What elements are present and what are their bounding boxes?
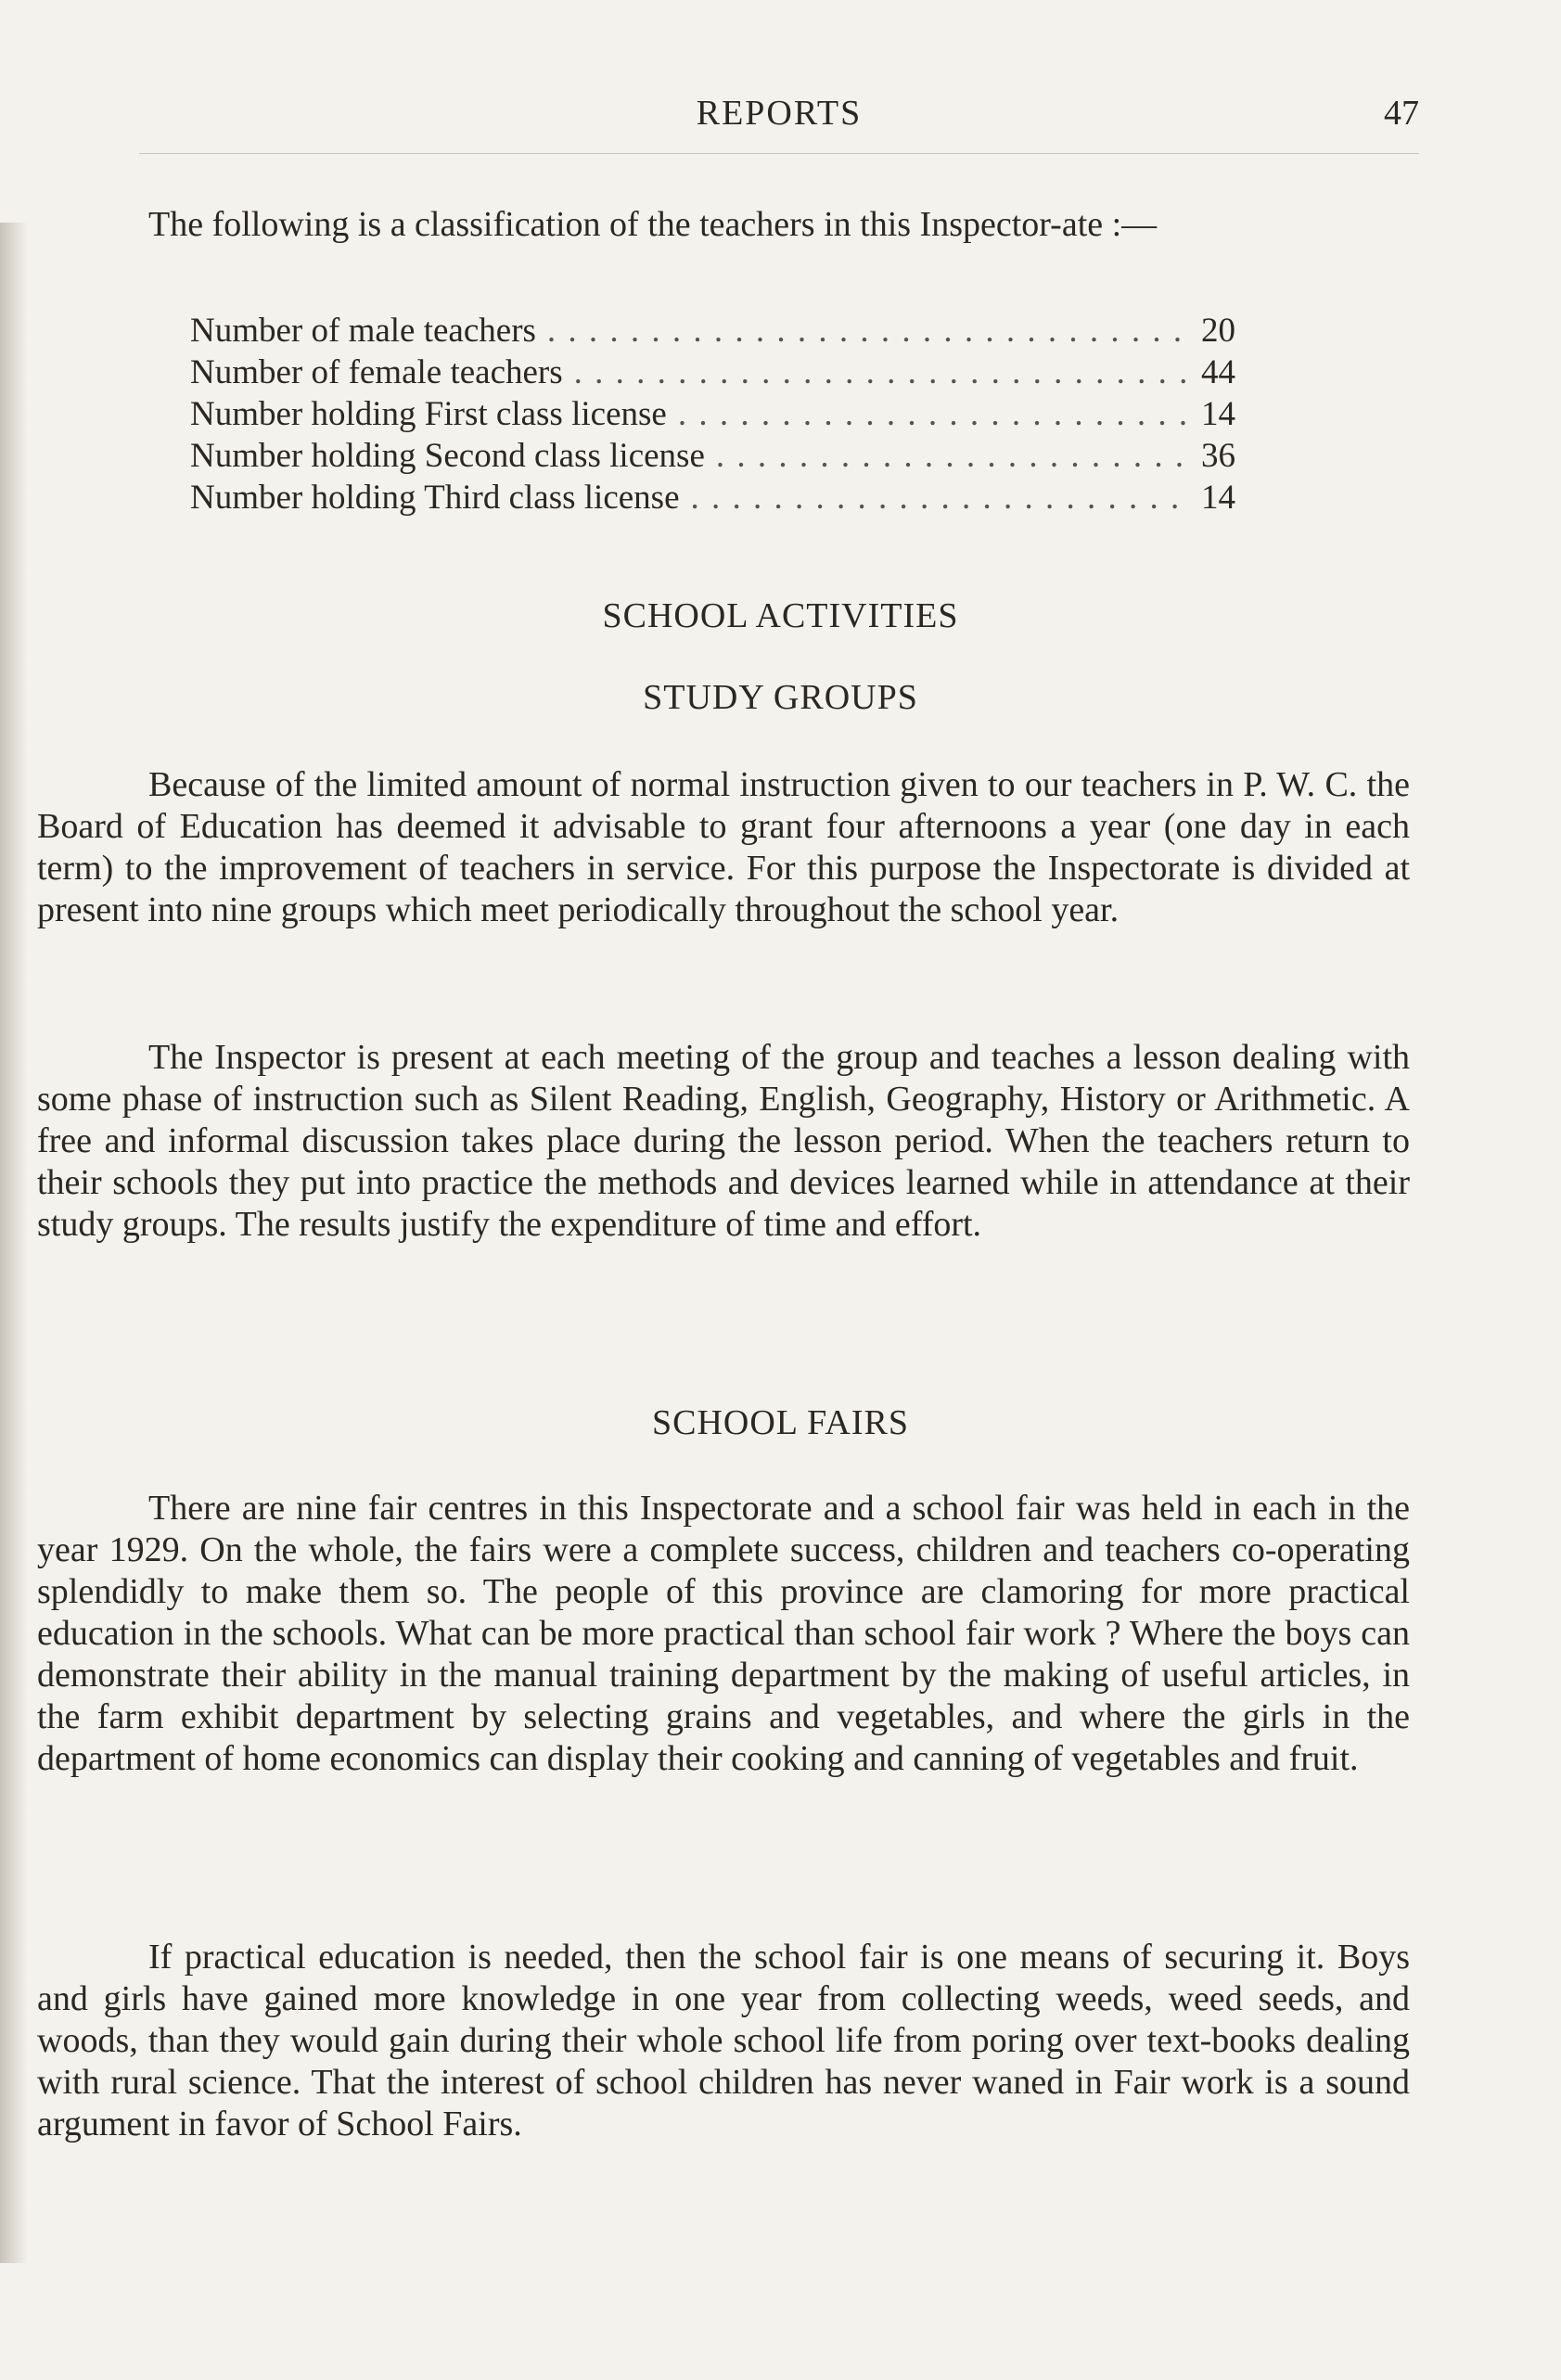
school-fairs-paragraph-2: If practical education is needed, then the school fair is one means of securing it. Boys and girls have gained more knowledge in one year from collecting weeds, weed seeds, and woods, than they would gain during their whole school life from poring over text-books dealing with rural science. That the interest of school children has never waned in Fair work is a sound argument in favor of School Fairs. bbox=[37, 1938, 1410, 2143]
stat-value: 14 bbox=[1201, 395, 1235, 433]
stat-value: 20 bbox=[1201, 312, 1235, 350]
stat-value: 44 bbox=[1201, 353, 1235, 391]
binding-shadow bbox=[0, 223, 28, 2263]
study-groups-paragraph-1: Because of the limited amount of normal instruction given to our teachers in P. W. C. the Board of Education has deemed it advisable to grant four afternoons a year (one day in each term) to the improvement of teachers in service. For this purpose the Inspectorate is divided at present into nine groups which meet periodically throughout the school year. bbox=[37, 765, 1410, 929]
school-fairs-paragraph-1: There are nine fair centres in this Inspectorate and a school fair was held in each in the year 1929. On the whole, the fairs were a complete success, children and teachers co-operating splendidly to make them so. The people of this province are clamoring for more practical education in the schools. What can be more practical than school fair work ? Where the boys can demonstrate their ability in the manual training department by the making of useful articles, in the farm exhibit department by selecting grains and vegetables, and where the girls in the department of home economics can display their cooking and canning of vegetables and fruit. bbox=[37, 1489, 1410, 1778]
stat-row-male bbox=[190, 310, 1257, 352]
running-header bbox=[139, 93, 1419, 148]
leader-dots bbox=[547, 310, 1190, 352]
leader-dots bbox=[574, 352, 1190, 393]
stat-value: 36 bbox=[1201, 437, 1235, 475]
stat-row-second-class bbox=[190, 435, 1257, 477]
leader-dots bbox=[678, 393, 1190, 435]
stat-label: Number holding First class license bbox=[190, 395, 667, 433]
section-heading-school-fairs: SCHOOL FAIRS bbox=[652, 1403, 909, 1442]
intro-paragraph: The following is a classification of the teachers in this Inspector-ate :— bbox=[148, 205, 1158, 244]
stat-row-third-class bbox=[190, 477, 1257, 518]
stat-label: Number holding Third class license bbox=[190, 479, 680, 517]
stat-label: Number of female teachers bbox=[190, 353, 563, 391]
stat-label: Number of male teachers bbox=[190, 312, 536, 350]
section-heading-school-activities: SCHOOL ACTIVITIES bbox=[602, 596, 959, 635]
study-groups-paragraph-2: The Inspector is present at each meeting of the group and teaches a lesson dealing with some phase of instruction such as Silent Reading, English, Geography, History or Arithmetic. A free and informal discussion takes place during the lesson period. When the teachers return to their schools they put into practice the methods and devices learned while in attendance at their study groups. The results justify the expenditure of time and effort. bbox=[37, 1038, 1410, 1244]
leader-dots bbox=[716, 435, 1190, 477]
teacher-statistics-list bbox=[190, 310, 1257, 518]
page-number: 47 bbox=[1384, 94, 1419, 133]
section-heading-study-groups: STUDY GROUPS bbox=[643, 678, 918, 717]
stat-value: 14 bbox=[1201, 479, 1235, 517]
header-rule bbox=[139, 153, 1419, 154]
stat-row-first-class bbox=[190, 393, 1257, 435]
stat-label: Number holding Second class license bbox=[190, 437, 705, 475]
stat-row-female bbox=[190, 352, 1257, 393]
leader-dots bbox=[691, 477, 1191, 518]
header-title: REPORTS bbox=[696, 94, 863, 133]
